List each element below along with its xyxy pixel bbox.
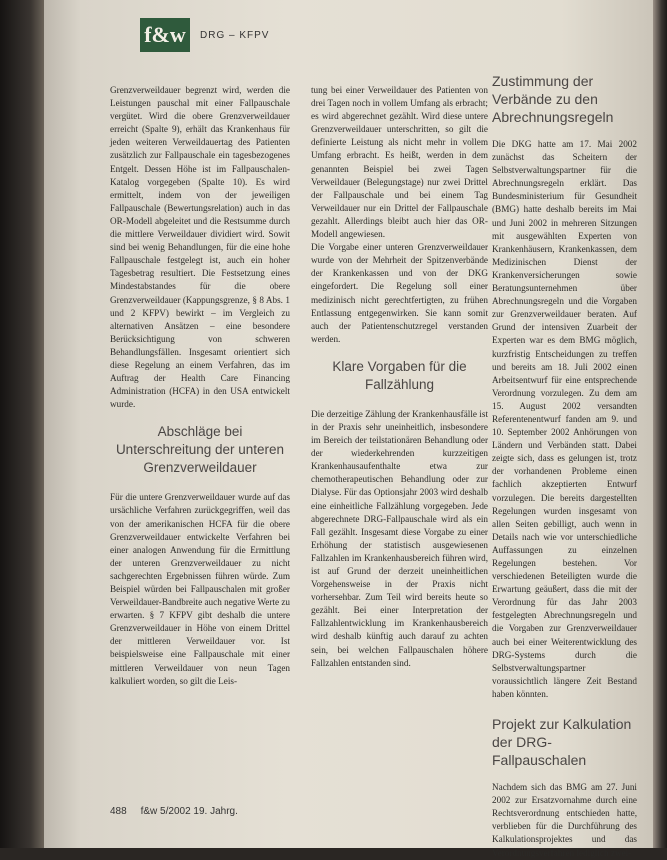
section-heading: Klare Vorgaben für die Fallzählung: [332, 358, 467, 392]
paragraph: Die derzeitige Zählung der Krankenhausfälle ist in der Praxis sehr uneinheitlich, insbesondere im Bereich der teilstationären Behandlung oder der wiederkehrenden kurzzeitigen Krankenhausaufenthalte etwa zur chemotherapeutischen Behandlung oder zur Dialyse. Für das Optionsjahr 2003 wird deshalb eine einheitliche Fallzählung vorgegeben. Jede abgerechnete DRG-Fallpauschale wird als ein Fall gezählt. Insgesamt diese Vorgabe zu einer Erhöhung der statistisch ausgewiesenen Fallzahlen im Krankenhausbereich führen wird, ist auf Grund der derzeit uneinheitlichen Vorgehensweise in der Praxis nicht vorhersehbar. Zum Teil wird bereits heute so gezählt. Bei einer Interpretation der Fallzahlentwicklung im Krankenhausbereich wird deshalb künftig auch darauf zu achten sein, bei welchen Fallpauschalen höhere Fallzahlen entstanden sind.: [311, 408, 488, 668]
section-heading: Abschläge bei Unterschreitung der unteren Grenzverweildauer: [115, 424, 285, 476]
paragraph: Grenzverweildauer begrenzt wird, werden die Leistungen pauschal mit einer Fallpauschale vergütet. Wird die obere Grenzverweildauer erreicht (Spalte 9), erhält das Krankenhaus für jeden weiteren Verweildauertag des Patienten zusätzlich zur Fallpauschale ein tagesbezogenes Entgelt. Dessen Höhe ist im Fallpauschalen-Katalog vorgegeben (Spalte 10). Es wird ermittelt, indem von der jeweiligen Fallpauschale (Bewertungsrelation) auch in das OR-Modell abgeleitet und die Restsumme durch die mittlere Verweildauer dividiert wird. Sowit sind bei wenig Behandlungen, für die eine hohe Fallpauschale festgelegt ist, auch ein hoher Tagesbetrag resultiert. Die Festsetzung eines Mindestabstandes für die obere Grenzverweildauer (Kappungsgrenze, § 8 Abs. 1 und 2 KFPV) bewirkt – im Vergleich zu alternativen Ansätzen – eine besondere Berücksichtigung von schweren Behandlungsfällen. Insgesamt orientiert sich diese Regelung an einem Verfahren, das im Auftrag der Health Care Financing Administration (HCFA) in den USA entwickelt wurde.: [110, 85, 290, 410]
text-column-3: [492, 72, 637, 860]
issue-info: f&w 5/2002 19. Jahrg.: [140, 806, 238, 817]
document-page: [44, 0, 653, 858]
running-title: DRG – KFPV: [200, 30, 270, 41]
page-footer: [110, 806, 238, 817]
paragraph: Die DKG hatte am 17. Mai 2002 zunächst das Scheitern der Selbstverwaltungspartner für die Abrechnungsregeln erklärt. Das Bundesministerium für Gesundheit (BMG) hatte deshalb bereits im Mai und Juni 2002 in mehreren Sitzungen mit ausgewählten Experten von Krankenhäusern, Krankenkassen, dem Medizinischen Dienst der Krankenversicherungen sowie Beratungsunternehmen über Abrechnungsregeln und die Vorgaben zur Grenzverweildauer beraten. Auf Grund der intensiven Zuarbeit der Experten war es dem BMG möglich, kurzfristig Entscheidungen zu treffen und bereits am 18. Juli 2002 einen Arbeitsentwurf für eine entsprechende Verordnung vorzulegen. Zu dem am 15. August 2002 versandten Referentenentwurf fanden am 9. und 10. September 2002 Anhörungen von Ländern und Verbänden statt. Dabei zeigte sich, dass es gelungen ist, trotz der vorhandenen Probleme einen fachlich akzeptierten Entwurf vorzulegen. Die bereits dargestellten Regelungen wurden insgesamt von allen Seiten gebilligt, auch wenn in Details nach wie vor unterschiedliche Auffassungen zu einzelnen Regelungen bestehen. Vor verschiedenen Beteiligten wurde die Erwartung geäußert, dass die mit der Verordnung für das Jahr 2003 festgelegten Abrechnungsregeln und die Vorgaben zur Grenzverweildauer auch bei einer Weiterentwicklung des DRG-Systems durch die Selbstverwaltungspartner voraussichtlich längere Zeit Bestand haben könnten.: [492, 139, 637, 699]
page-number: 488: [110, 806, 127, 817]
paragraph: Für die untere Grenzverweildauer wurde auf das ursächliche Verfahren zurückgegriffen, weil das von der amerikanischen HCFA für die obere Grenzverweildauer entwickelte Verfahren bei einer analogen Anwendung für die Ermittlung der unteren Grenzverweildauer zu nicht sachgerechten Ergebnissen führen würde. Zum Beispiel würden bei Fallpauschalen mit großer Verweildauer-Bandbreite auch negative Werte zu erwarten. § 7 KFPV gibt deshalb die untere Grenzverweildauer in Höhe von einem Drittel der mittleren Verweildauer vor. Ist beispielsweise eine Fallpauschale mit einer mittleren Verweildauer von neun Tagen kalkuliert worden, so gilt die Leis-: [110, 492, 291, 686]
paragraph: tung bei einer Verweildauer des Patienten von drei Tagen noch in vollem Umfang als erbracht; es wird abgerechnet gezählt. Wird diese untere Grenzverweildauer unterschritten, so gilt die definierte Leistung als nicht mehr in vollem Umfang erbracht. Es heißt, werden in dem genannten Beispiel bei zwei Tagen Verweildauer (Belegungstage) nur zwei Drittel der Fallpauschale und bei einem Tag Verweildauer nur ein Drittel der Fallpauschale gezahlt. Allerdings bleibt auch hier das OR-Modell angewiesen.: [311, 85, 488, 240]
paragraph: Nachdem sich das BMG am 27. Juni 2002 zur Ersatzvornahme durch eine Rechtsverordnung entschieden hatte, verblieben für die Durchführung des Kalkulationsprojektes und das Verordnungsverfahren lediglich zwei-: [492, 782, 637, 858]
book-binding-shadow: [0, 0, 44, 848]
journal-logo: f&w: [140, 18, 190, 52]
section-heading: Zustimmung der Verbände zu den Abrechnungsregeln: [492, 73, 614, 125]
section-heading: Projekt zur Kalkulation der DRG-Fallpauschalen: [492, 716, 632, 769]
page-edge-shadow: [653, 0, 667, 848]
text-column-1: [110, 84, 290, 688]
paragraph: Die Vorgabe einer unteren Grenzverweildauer wurde von der Mehrheit der Spitzenverbände der Krankenkassen und von der DKG eingefordert. Die Regelung soll einer medizinisch nicht gerechtfertigten, zu frühen Entlassung entgegenwirken. Sie kann somit auch der Patientenschutzregel verstanden werden.: [311, 242, 488, 344]
text-column-2: [311, 84, 488, 670]
